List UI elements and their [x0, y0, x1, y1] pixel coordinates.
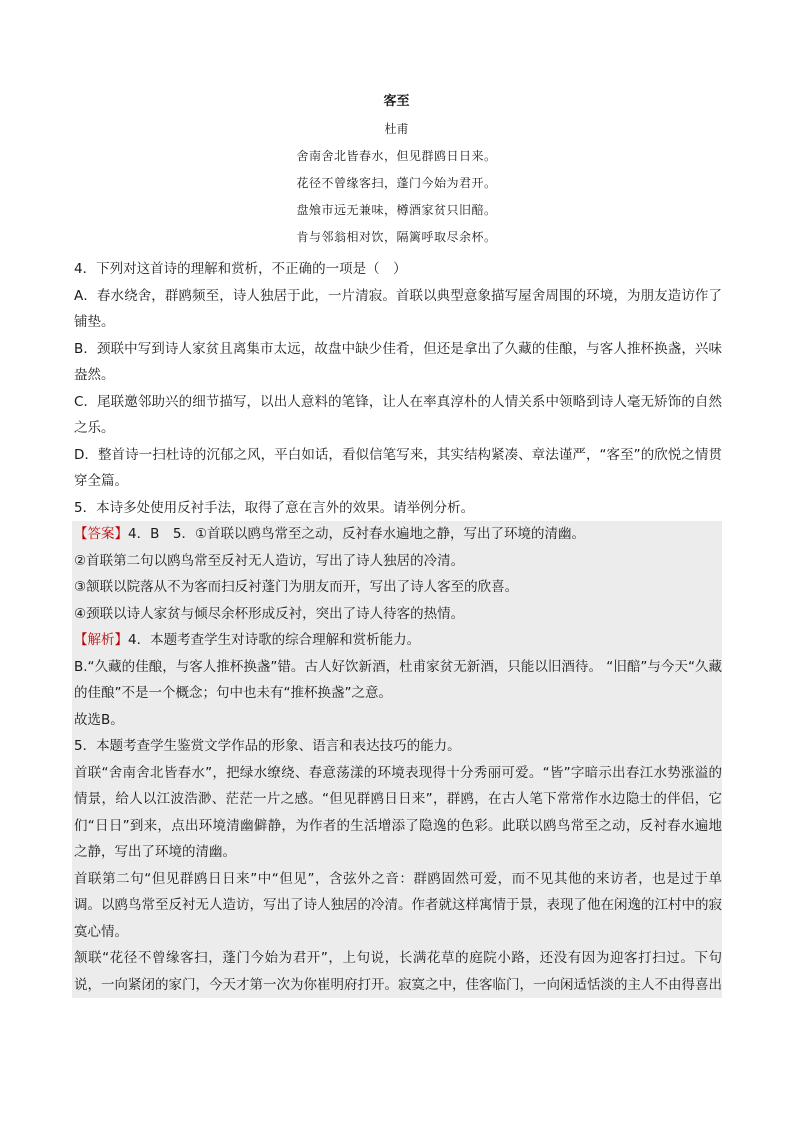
analysis-text: 4．本题考查学生对诗歌的综合理解和赏析能力。 [128, 632, 421, 648]
question-5: 5．本诗多处使用反衬手法，取得了意在言外的效果。请举例分析。 [74, 499, 475, 516]
analysis-paragraph: B.“久藏的佳酿，与客人推杯换盏”错。古人好饮新酒，杜甫家贫无新酒，只能以旧酒待。 “旧醅”与今天“久藏的佳酿”不是一个概念；句中也未有“推杯换盏”之意。 [74, 658, 722, 701]
option-c: C．尾联邀邻助兴的细节描写，以出人意料的笔锋，让人在率真淳朴的人情关系中领略到诗人毫无矫饰的自然之乐。 [74, 393, 722, 436]
option-b: B．颈联中写到诗人家贫且离集市太远，故盘中缺少佳肴，但还是拿出了久藏的佳酿，与客人推杯换盏，兴味盎然。 [74, 340, 722, 383]
poem-title: 客至 [383, 94, 410, 109]
poem-line: 盘飧市远无兼味，樽酒家贫只旧醅。 [296, 203, 497, 217]
analysis-paragraph: 首联第二句“但见群鸥日日来”中“但见”，含弦外之音：群鸥固然可爱，而不见其他的来访者，也是过于单调。以鸥鸟常至反衬无人造访，写出了诗人独居的冷清。作者就这样寓情于景，表现了他在闲逸的江村中的寂寞心情。 [74, 870, 722, 940]
analysis-paragraph: 颔联“花径不曾缘客扫，蓬门今始为君开”，上句说，长满花草的庭院小路，还没有因为迎客打扫过。下句说，一向紧闭的家门，今天才第一次为你崔明府打开。寂寞之中，佳客临门，一向闲适恬淡的主人不由得喜出 [74, 950, 722, 993]
answer-text: 4．B 5．①首联以鸥鸟常至之动，反衬春水遍地之静，写出了环境的清幽。 [128, 526, 586, 542]
analysis-paragraph: 首联“舍南舍北皆春水”，把绿水缭绕、春意荡漾的环境表现得十分秀丽可爱。“皆”字暗示出春江水势涨溢的情景，给人以江波浩渺、茫茫一片之感。“但见群鸥日日来”，群鸥，在古人笔下常常作水边隐士的伴侣，它们“日日”到来，点出环境清幽僻静，为作者的生活增添了隐逸的色彩。此联以鸥鸟常至之动，反衬春水遍地之静，写出了环境的清幽。 [74, 764, 722, 860]
analysis-paragraph: 故选B。 [74, 711, 124, 728]
answer-line: ④颈联以诗人家贫与倾尽余杯形成反衬，突出了诗人待客的热情。 [74, 605, 465, 622]
answer-line [74, 521, 722, 548]
option-d: D．整首诗一扫杜诗的沉郁之风，平白如话，看似信笔写来，其实结构紧凑、章法谨严，“客至”的欣悦之情贯穿全篇。 [74, 446, 722, 489]
analysis-line [74, 627, 722, 654]
answer-line: ②首联第二句以鸥鸟常至反衬无人造访，写出了诗人独居的冷清。 [74, 552, 465, 569]
poem [0, 92, 793, 254]
answer-line: ③颔联以院落从不为客而扫反衬蓬门为朋友而开，写出了诗人客至的欣喜。 [74, 579, 519, 595]
answer-section [72, 521, 722, 998]
analysis-tag: 【解析】 [74, 632, 128, 648]
option-a: A．春水绕舍，群鸥频至，诗人独居于此，一片清寂。首联以典型意象描写屋舍周围的环境，为朋友造访作了铺垫。 [74, 287, 722, 330]
analysis-paragraph: 5．本题考查学生鉴赏文学作品的形象、语言和表达技巧的能力。 [74, 738, 461, 754]
poem-line: 舍南舍北皆春水，但见群鸥日日来。 [296, 149, 497, 163]
answer-tag: 【答案】 [74, 526, 128, 542]
poem-author: 杜甫 [384, 122, 409, 136]
poem-line: 肯与邻翁相对饮，隔篱呼取尽余杯。 [296, 230, 497, 244]
poem-line: 花径不曾缘客扫，蓬门今始为君开。 [296, 176, 497, 190]
question-4: 4．下列对这首诗的理解和赏析，不正确的一项是（ ） [74, 261, 407, 277]
question-content [74, 256, 722, 998]
